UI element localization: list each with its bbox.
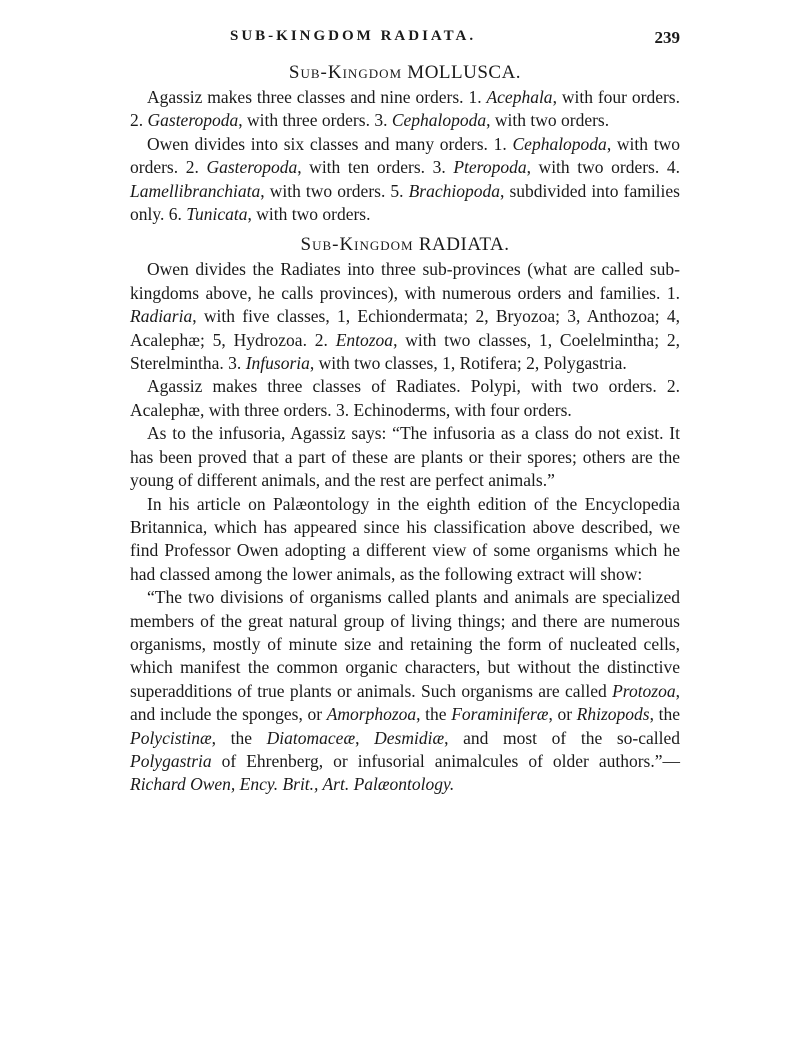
text-run: , with three orders. 3. <box>238 110 392 131</box>
italic-term: Polycistinæ <box>130 727 212 748</box>
italic-term: Gasteropoda <box>206 157 298 178</box>
italic-term: Rhizopods <box>576 704 650 725</box>
text-run: , the <box>211 727 267 748</box>
italic-term: Entozoa <box>335 329 394 350</box>
running-title: SUB-KINGDOM RADIATA. <box>230 28 477 44</box>
italic-term: Cephalopoda <box>391 110 487 131</box>
text-run: “The two divisions of organisms called plants and animals are specialized members of the great natural group of living things; and there are numerous organisms, mostly of minute size and retaining the form of nucleated cells, which manifest the common organic characters, but without the distinctive superadditions of true plants or animals. Such organisms are called <box>130 587 680 701</box>
italic-term: Protozoa <box>612 680 676 701</box>
italic-term: Tunicata <box>186 204 248 225</box>
text-run: , with two classes, 1, Rotifera; 2, Polygastria. <box>309 353 627 374</box>
paragraph <box>130 375 680 422</box>
text-run: , with ten orders. 3. <box>297 157 454 178</box>
section-heading <box>130 234 680 256</box>
text-run: , with five classes, 1, Echiondermata; 2, Bryozoa; 3, Anthozoa; 4, Acalephæ; 5, Hydrozoa. 2. <box>130 306 680 350</box>
paragraph <box>130 493 680 587</box>
text-run: Owen divides the Radiates into three sub-provinces (what are called sub-kingdoms above, he calls provinces), with numerous orders and families. 1. <box>130 259 680 303</box>
text-run: , and include the sponges, or <box>130 680 680 725</box>
heading-prefix: Sub-Kingdom <box>300 234 414 256</box>
section-radiata <box>130 234 680 796</box>
paragraph <box>130 422 680 492</box>
text-run: , <box>355 727 375 748</box>
text-run: Agassiz makes three classes of Radiates. Polypi, with two orders. 2. Acalephæ, with three orders. 3. Echinoderms, with four orders. <box>130 376 680 420</box>
text-run: of Ehrenberg, or infusorial animalcules of older authors.”— <box>211 750 680 771</box>
italic-term: Amorphozoa <box>326 704 417 725</box>
text-run: In his article on Palæontology in the eighth edition of the Encyclopedia Britannica, which has appeared since his classification above described, we find Professor Owen adopting a different view of some organisms which he had classed among the lower animals, as the following extract will show: <box>130 493 680 584</box>
italic-term: Infusoria <box>245 353 310 374</box>
section-heading <box>130 62 680 84</box>
section-mollusca <box>130 62 680 226</box>
italic-term: Radiaria <box>130 306 193 327</box>
italic-term: Lamellibranchiata <box>130 180 261 201</box>
text-run: , with four orders. 2. <box>130 87 680 131</box>
text-run: , with two orders. 4. <box>526 157 680 178</box>
italic-term: Brachiopoda <box>408 180 500 201</box>
paragraph <box>130 133 680 227</box>
page-number: 239 <box>654 28 680 47</box>
heading-name: MOLLUSCA. <box>407 62 522 83</box>
book-page <box>130 28 680 797</box>
text-run: , and most of the so-called <box>444 727 680 748</box>
italic-term: Diatomaceæ <box>266 727 356 748</box>
text-run: , the <box>649 704 681 725</box>
heading-prefix: Sub-Kingdom <box>288 62 403 83</box>
text-run: , with two orders. <box>247 204 371 225</box>
italic-term: Desmidiæ <box>374 727 445 748</box>
italic-term: Cephalopoda <box>512 133 607 154</box>
italic-term: Pteropoda <box>453 157 527 178</box>
italic-term: Foraminiferæ <box>451 704 549 725</box>
text-run: As to the infusoria, Agassiz says: “The infusoria as a class do not exist. It has been proved that a part of these are plants or their spores; others are the young of different animals, and the rest are perfect animals.” <box>130 423 680 491</box>
italic-term: Gasteropoda <box>147 110 239 131</box>
text-run: Agassiz makes three classes and nine orders. 1. <box>147 87 487 107</box>
paragraph <box>130 86 680 133</box>
heading-name: RADIATA. <box>418 234 510 256</box>
text-run: , the <box>416 704 452 725</box>
text-run: , with two orders. <box>486 110 610 131</box>
text-run: Owen divides into six classes and many orders. 1. <box>147 133 513 154</box>
running-head <box>130 28 680 58</box>
italic-term: Polygastria <box>130 750 212 771</box>
text-run: , with two classes, 1, Coelelmintha; 2, Sterelmintha. 3. <box>130 329 680 374</box>
paragraph <box>130 586 680 797</box>
paragraph <box>130 258 680 375</box>
text-run: , with two orders. 5. <box>260 180 409 201</box>
italic-term: Richard Owen, Ency. Brit., Art. Palæontology. <box>130 774 455 795</box>
text-run: , or <box>548 704 577 725</box>
text-run: , subdivided into families only. 6. <box>130 180 680 225</box>
italic-term: Acephala <box>486 87 553 107</box>
text-run: , with two orders. 2. <box>130 133 680 178</box>
